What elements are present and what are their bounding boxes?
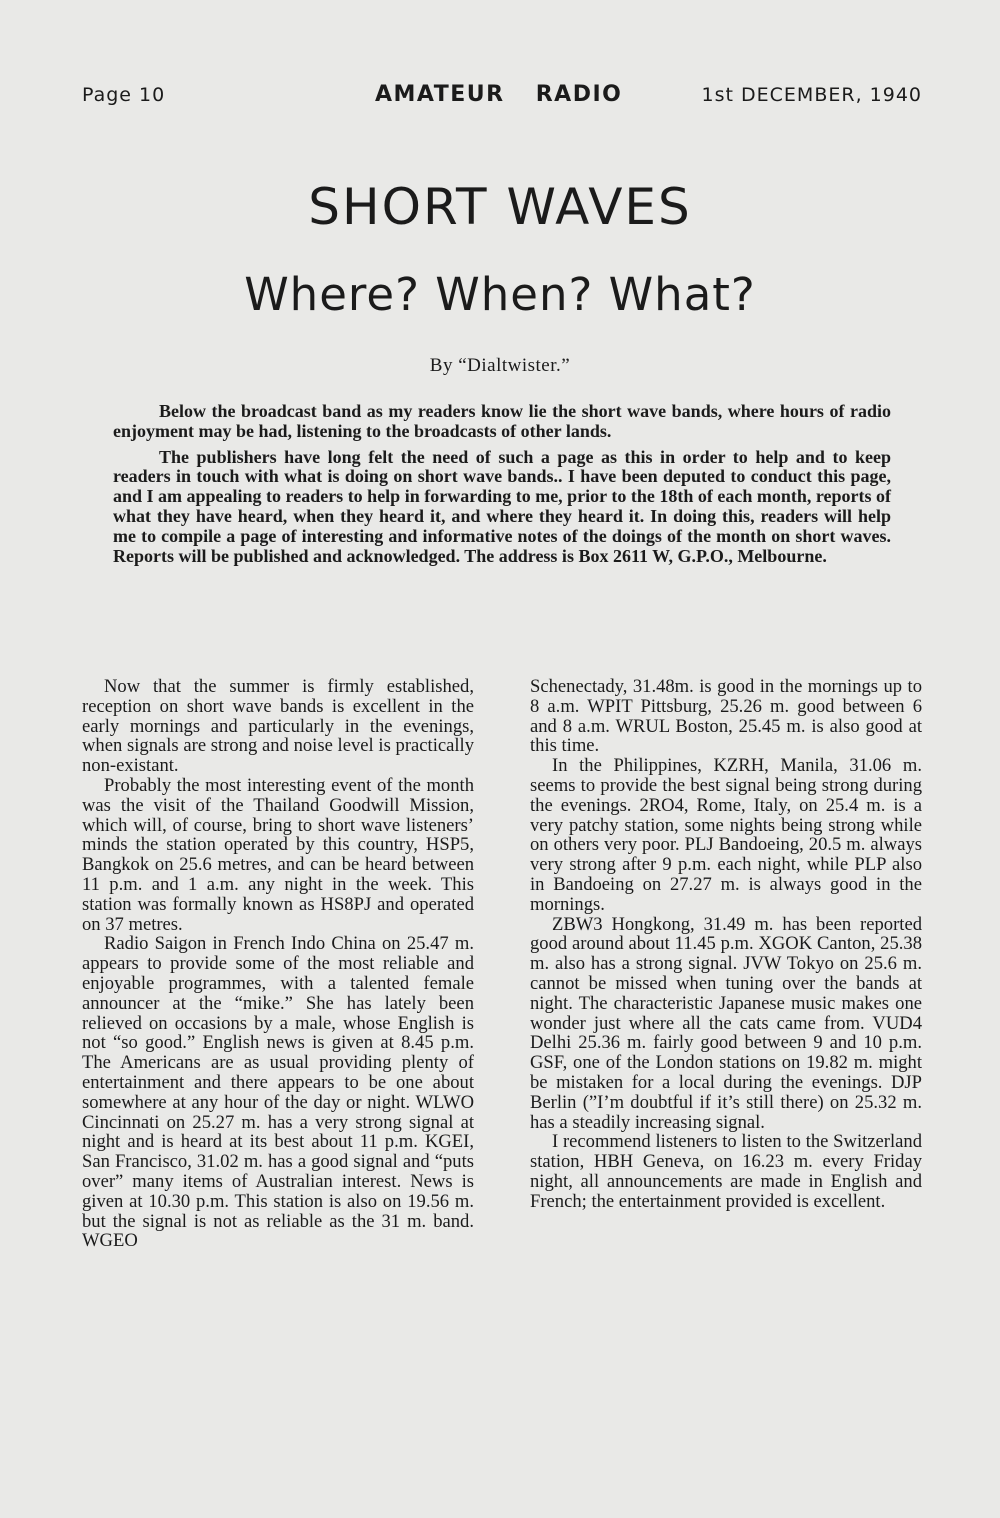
article-intro — [113, 402, 891, 572]
article-title: SHORT WAVES — [308, 178, 692, 236]
page-number: Page 10 — [82, 84, 166, 106]
article-byline: By “Dialtwister.” — [429, 355, 571, 376]
right-column — [530, 677, 922, 1212]
body-paragraph: Now that the summer is firmly established, reception on short wave bands is excellent in the early mornings and particularly in the evenings, when signals are strong and noise level is practically non-existant. — [82, 676, 474, 777]
article-subtitle: Where? When? What? — [244, 268, 756, 321]
body-paragraph: Schenectady, 31.48m. is good in the mornings up to 8 a.m. WPIT Pittsburg, 25.26 m. good between 6 and 8 a.m. WRUL Boston, 25.45 m. is also good at this time. — [530, 676, 922, 757]
issue-date: 1st DECEMBER, 1940 — [701, 84, 922, 106]
body-paragraph: I recommend listeners to listen to the Switzerland station, HBH Geneva, on 16.23 m. every Friday night, all announcements are made in English and French; the entertainment provided is excellent. — [530, 1131, 922, 1212]
body-paragraph: Probably the most interesting event of the month was the visit of the Thailand Goodwill Mission, which will, of course, bring to short wave listeners’ minds the station operated by this country, HSP5, Bangkok on 25.6 metres, and can be heard between 11 p.m. and 1 a.m. any night in the week. This station was formally known as HS8PJ and operated on 37 metres. — [82, 774, 474, 935]
body-paragraph: In the Philippines, KZRH, Manila, 31.06 m. seems to provide the best signal being strong during the evenings. 2RO4, Rome, Italy, on 25.4 m. is a very patchy station, some nights being strong while on others very poor. PLJ Bandoeing, 20.5 m. always very strong after 9 p.m. each night, while PLP also in Bandoeing on 27.27 m. is always good in the mornings. — [530, 755, 922, 915]
magazine-name: AMATEUR RADIO — [375, 82, 623, 107]
body-paragraph: Radio Saigon in French Indo China on 25.47 m. appears to provide some of the most reliable and enjoyable programmes, with a talented female announcer at the “mike.” She has lately been relieved on occasions by a male, whose English is not “so good.” English news is given at 8.45 p.m. The Americans are as usual providing plenty of entertainment and there appears to be one about somewhere at any hour of the day or night. WLWO Cincinnati on 25.27 m. has a very strong signal at night and is heard at its best about 11 p.m. KGEI, San Francisco, 31.02 m. has a good signal and “puts over” many items of Australian interest. News is given at 10.30 p.m. This station is also on 19.56 m. but the signal is not as reliable as the 31 m. band. WGEO — [82, 933, 474, 1252]
body-paragraph: ZBW3 Hongkong, 31.49 m. has been reported good around about 11.45 p.m. XGOK Canton, 25.38 m. also has a strong signal. JVW Tokyo on 25.6 m. cannot be missed when tuning over the bands at night. The characteristic Japanese music makes one wonder just where all the cats came from. VUD4 Delhi 25.36 m. fairly good between 9 and 10 p.m. GSF, one of the London stations on 19.82 m. might be mistaken for a local during the evenings. DJP Berlin (”I’m doubtful if it’s still there) on 25.32 m. has a steadily increasing signal. — [530, 913, 922, 1133]
intro-paragraph: The publishers have long felt the need of such a page as this in order to help and to keep readers in touch with what is doing on short wave bands.. I have been deputed to conduct this page, and I am appealing to readers to help in forwarding to me, prior to the 18th of each month, reports of what they have heard, when they heard it, and where they heard it. In doing this, readers will help me to compile a page of interesting and informative notes of the doings of the month on short waves. Reports will be published and acknowledged. The address is Box 2611 W, G.P.O., Melbourne. — [113, 446, 891, 566]
page-header — [82, 80, 922, 114]
left-column — [82, 677, 474, 1251]
intro-paragraph: Below the broadcast band as my readers know lie the short wave bands, where hours of radio enjoyment may be had, listening to the broadcasts of other lands. — [113, 401, 891, 441]
